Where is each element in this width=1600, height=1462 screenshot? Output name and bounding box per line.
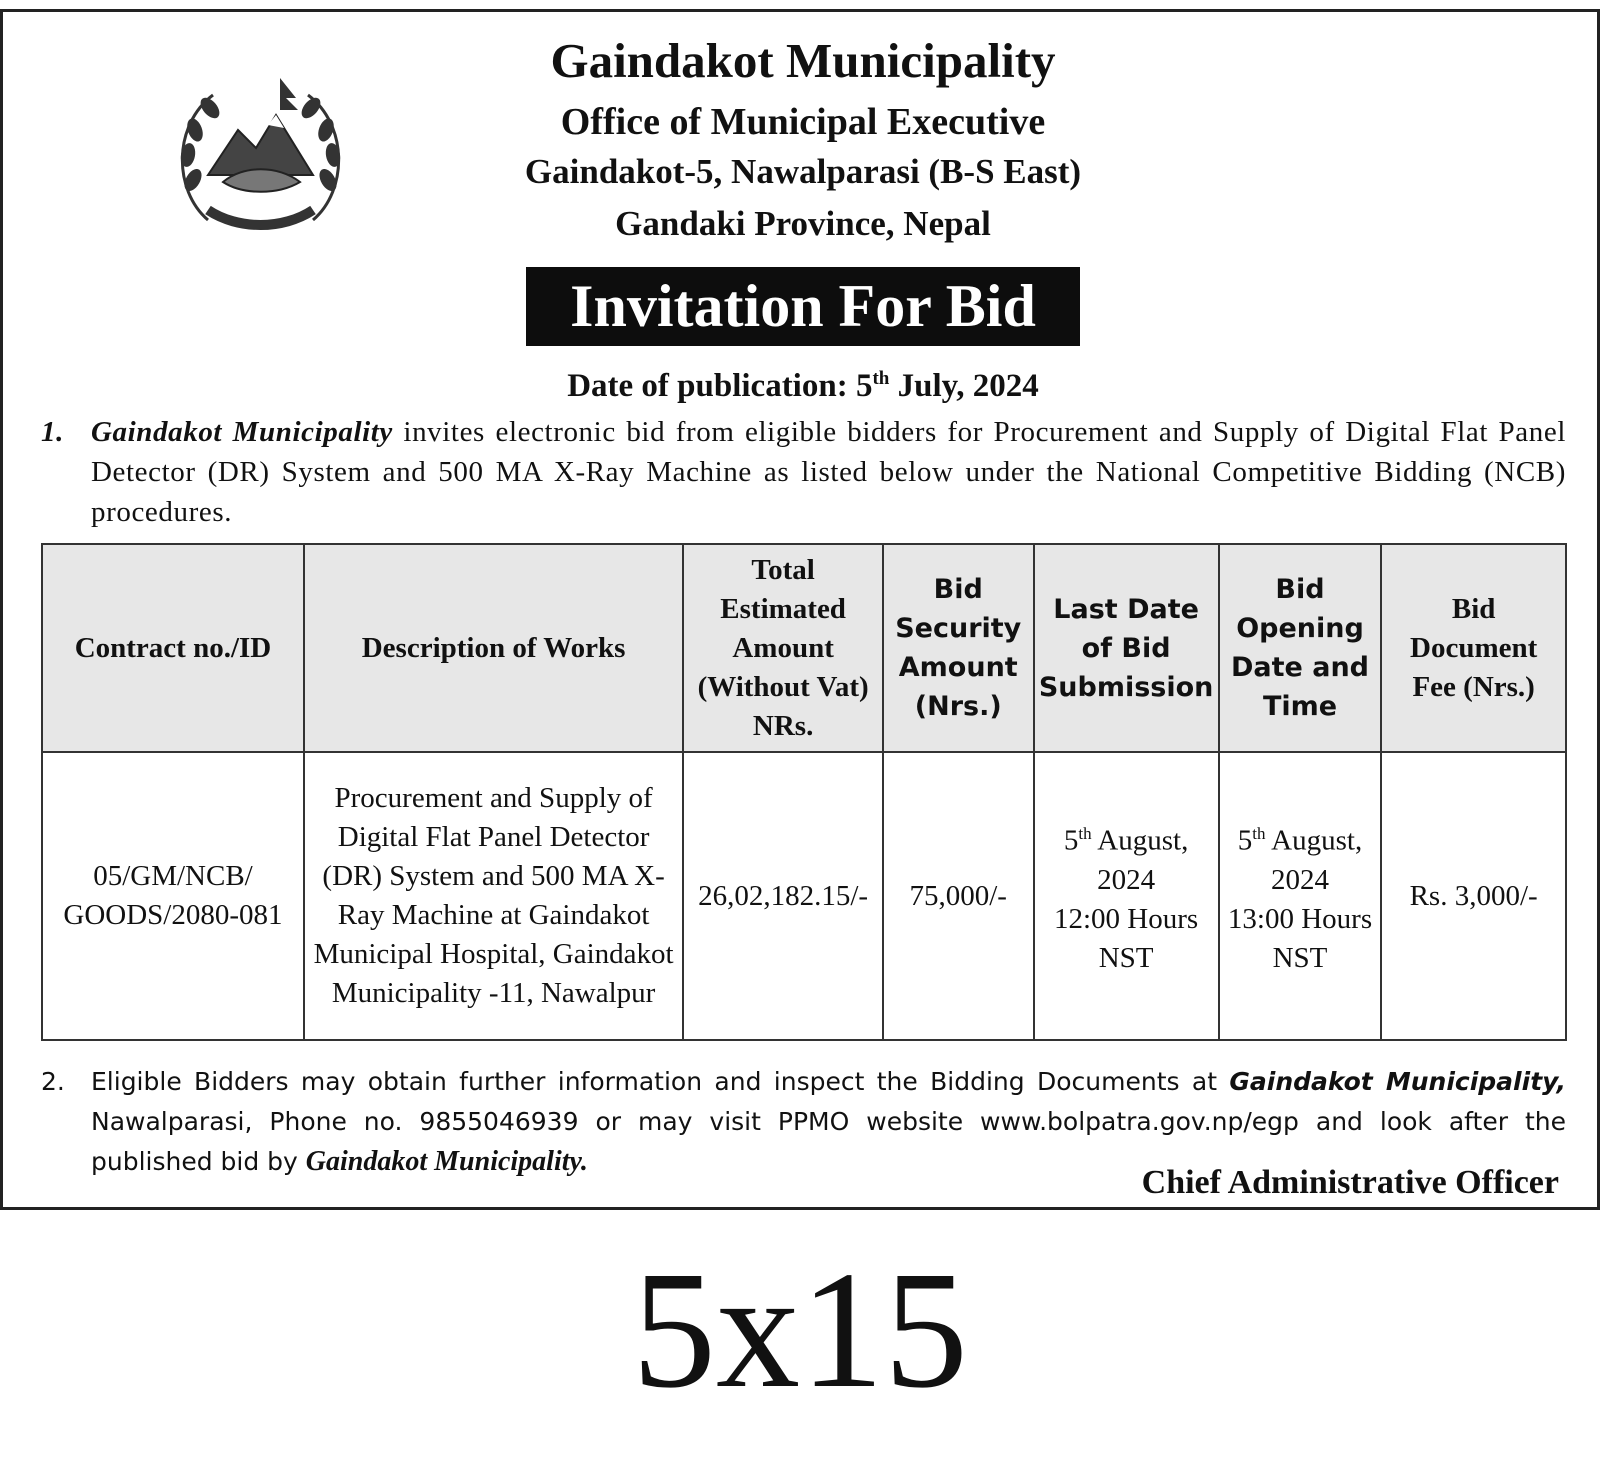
paragraph-text: invites electronic bid from eligible bidders for Procurement and Supply of Digital Flat Panel Detector (DR) System and 500 MA X-Ray Machine as listed below under the National Competitive Bidding (NCB) procedures.: [91, 416, 1566, 528]
bid-notice: [0, 9, 1600, 1210]
last-date-month: August,: [1097, 824, 1189, 857]
opening-date-cell: [1219, 752, 1382, 1040]
office-name: Office of Municipal Executive: [560, 101, 1046, 143]
opening-date-suffix: th: [1252, 824, 1266, 844]
province-line: Gandaki Province, Nepal: [615, 204, 991, 243]
last-date-year: 2024: [1097, 863, 1156, 896]
last-date-zone: NST: [1098, 941, 1154, 974]
opening-date-month: August,: [1271, 824, 1363, 857]
column-header: Bid Document Fee (Nrs.): [1381, 544, 1566, 752]
publication-label: Date of publication:: [567, 368, 848, 404]
opening-date-day: 5: [1237, 824, 1253, 857]
bid-table: [41, 543, 1567, 1041]
column-header: Last Date of Bid Submission: [1034, 544, 1219, 752]
ad-size-label: 5x15: [632, 1237, 968, 1423]
column-header: Total Estimated Amount (Without Vat) NRs.: [683, 544, 883, 752]
paragraph-org: Gaindakot Municipality,: [1229, 1067, 1566, 1096]
office-address: Gaindakot-5, Nawalparasi (B-S East): [524, 152, 1082, 191]
publication-day: 5: [855, 368, 873, 404]
publication-date: [3, 368, 1600, 405]
column-header: Description of Works: [304, 544, 683, 752]
paragraph-number: 1.: [41, 416, 64, 448]
invitation-banner: Invitation For Bid: [526, 267, 1080, 346]
column-header: Bid Opening Date and Time: [1219, 544, 1382, 752]
paragraph-text-b: Nawalparasi, Phone no. 9855046939 or may visit PPMO website www.bolpatra.gov.np/egp and look after the published bid by: [91, 1107, 1566, 1176]
signoff-title: Chief Administrative Officer: [1141, 1164, 1559, 1201]
description-cell: Procurement and Supply of Digital Flat Panel Detector (DR) System and 500 MA X-Ray Machine at Gaindakot Municipal Hospital, Gaindakot Municipality -11, Nawalpur: [304, 752, 683, 1040]
municipality-name: Gaindakot Municipality: [550, 33, 1056, 88]
opening-date-year: 2024: [1271, 863, 1329, 896]
publication-month-year: July, 2024: [897, 368, 1039, 404]
document-fee-cell: Rs. 3,000/-: [1381, 752, 1566, 1040]
contract-id-line2: GOODS/2080-081: [63, 899, 283, 931]
last-date-time: 12:00 Hours: [1054, 902, 1199, 935]
last-date-day: 5: [1063, 824, 1079, 857]
contract-id-cell: [42, 752, 304, 1040]
bid-security-cell: 75,000/-: [883, 752, 1034, 1040]
paragraph-text-a: Eligible Bidders may obtain further information and inspect the Bidding Documents at: [91, 1067, 1230, 1096]
contract-id-line1: 05/GM/NCB/: [93, 860, 253, 892]
paragraph-number: 2.: [41, 1067, 65, 1096]
last-date-suffix: th: [1078, 824, 1092, 844]
publication-day-suffix: th: [872, 368, 890, 389]
opening-date-time: 13:00 Hours: [1227, 902, 1373, 935]
table-row: [42, 752, 1566, 1040]
paragraph-org-end: Gaindakot Municipality.: [305, 1146, 588, 1177]
paragraph-body: [91, 412, 1566, 532]
column-header: Contract no./ID: [42, 544, 304, 752]
invitation-paragraph: [41, 412, 1566, 532]
estimated-amount-cell: 26,02,182.15/-: [683, 752, 883, 1040]
column-header: Bid Security Amount (Nrs.): [883, 544, 1034, 752]
opening-date-zone: NST: [1272, 941, 1328, 974]
table-header-row: [42, 544, 1566, 752]
last-date-cell: [1034, 752, 1219, 1040]
paragraph-org: Gaindakot Municipality: [91, 416, 393, 448]
